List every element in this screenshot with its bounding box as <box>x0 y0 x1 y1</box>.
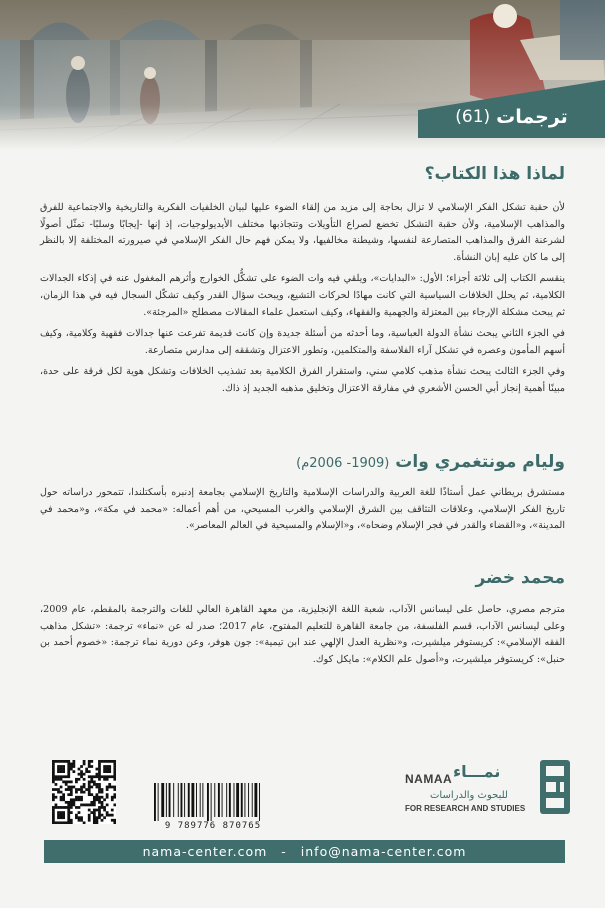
translator-name: محمد خضر <box>475 568 565 588</box>
namaa-logo-icon <box>540 760 570 814</box>
why-paragraph: في الجزء الثاني يبحث نشأة الدولة العباسية، وما أحدثه من أسئلة جديدة وإن كانت قديمة تفرعت عنها جدالات فقهية وكلامية، وكيف أسهم المأمون وعصره في تشكل آراء الفلاسفة والمتكلمين، وتطور الاعتزال وتشققه إلى مدارس متصارعة. <box>40 328 565 356</box>
why-paragraph: وفي الجزء الثالث يبحث نشأة مذهب كلامي سني، واستقرار الفرق الكلامية بعد تشذيب الخلافات وتشكل هوية لكل فرقة على حدة، مبينًا أهمية إنجاز أبي الحسن الأشعري في مفارقة الاعتزال وتخليق مذهبه الجديد إذ ذاك. <box>40 366 565 394</box>
author-bio-block <box>40 485 565 535</box>
author-name: وليام مونتغمري وات <box>395 452 565 472</box>
translator-bio: مترجم مصري، حاصل على ليسانس الآداب، شعبة اللغة الإنجليزية، من معهد القاهرة العالي للغات والترجمة بالمقطم، عام 2009، وعلى ليسانس الآداب، قسم الفلسفة، من جامعة القاهرة للتعليم المفتوح، عام 2017؛ صدر له عن «نماء» ترجمة: «تشكل مذاهب الفقه الإسلامي»: كريستوفر ميلشيرت، و«نظرية العدل الإلهي عند ابن تيمية»: جون هوفر، وعن دورية نماء ترجمة: «خصوم أحمد بن حنبل»: كريستوفر ميلشيرت، و«أصول علم الكلام»: مايكل كوك. <box>40 604 565 665</box>
footer-separator: - <box>281 844 287 859</box>
why-paragraph: ينقسم الكتاب إلى ثلاثة أجزاء؛ الأول: «البدايات»، ويلقي فيه وات الضوء على تشكُّل الخوارج وأثرهم المغفول عنه في إذكاء الجدالات الكلامية، ثم يحلل الخلافات السياسية التي كانت مهادًا لحركات التشيع، ويبحث سؤال القدر وكيف تشكّل السجال فيه في هذا الزمان، ثم يبحث مشكلة الإرجاء بين المعتزلة والجهمية والفقهاء، وكيف استعمل علماء المقالات مصطلح «المرجئة». <box>40 273 565 318</box>
why-paragraph: لأن حقبة تشكل الفكر الإسلامي لا تزال بحاجة إلى مزيد من إلقاء الضوء عليها لبيان الخلفيات الفكرية والتاريخية والاجتماعية للفرق والمذاهب الإسلامية، ولأن حقبة التشكل تخضع لصراع التأويلات وتتجاذبها مختلف الأيديولوجيات، إذ إنها -إيجابًا وسلبًا- تمثّل أصولًا لشرعنة الفرق والمذاهب المتصارعة لنفسها، وشيطنة مخالفيها، ولا يمكن فهم حال الفكر الإسلامي في صيرورته المختلفة إلا بالنظر إلى ما كان عليه إبان النشأة. <box>40 202 565 263</box>
qr-code[interactable] <box>52 760 116 824</box>
why-section-body <box>40 200 565 403</box>
author-heading <box>296 452 565 472</box>
translator-bio-block <box>40 602 565 668</box>
author-bio: مستشرق بريطاني عمل أستاذًا للغة العربية والدراسات الإسلامية والتاريخ الإسلامي بجامعة إدنبره بأسكتلندا، تتمحور دراساته حول تاريخ الفكر الإسلامي، وعلاقات التثاقف بين الشرق الإسلامي والغرب المسيحي، من أهم أعماله: «محمد في مكة»، و«محمد في المدينة»، و«القضاء والقدر في فجر الإسلام وضحاه»، و«الإسلام والمسيحية في العالم المعاصر». <box>40 487 565 532</box>
isbn-number: 9 789776 870765 <box>164 821 262 831</box>
barcode-bars <box>148 783 278 821</box>
series-title: ترجمات <box>496 106 568 128</box>
author-dates: (1909- 2006م) <box>296 456 390 471</box>
publisher-name-en: NAMAA <box>405 772 453 786</box>
email-link[interactable]: info@nama-center.com <box>300 844 467 859</box>
isbn-barcode <box>148 783 278 835</box>
website-link[interactable]: nama-center.com <box>142 844 268 859</box>
publisher-name-ar: نمـــاء <box>453 762 501 781</box>
series-banner <box>418 80 605 138</box>
series-number: (61) <box>455 107 491 127</box>
publisher-tagline: FOR RESEARCH AND STUDIES <box>405 804 526 813</box>
why-heading: لماذا هذا الكتاب؟ <box>424 164 565 184</box>
footer-contact-bar <box>44 840 565 863</box>
publisher-sub-ar: للبحوث والدراسات <box>430 790 508 801</box>
series-label <box>418 88 605 146</box>
publisher-logo <box>405 760 570 824</box>
